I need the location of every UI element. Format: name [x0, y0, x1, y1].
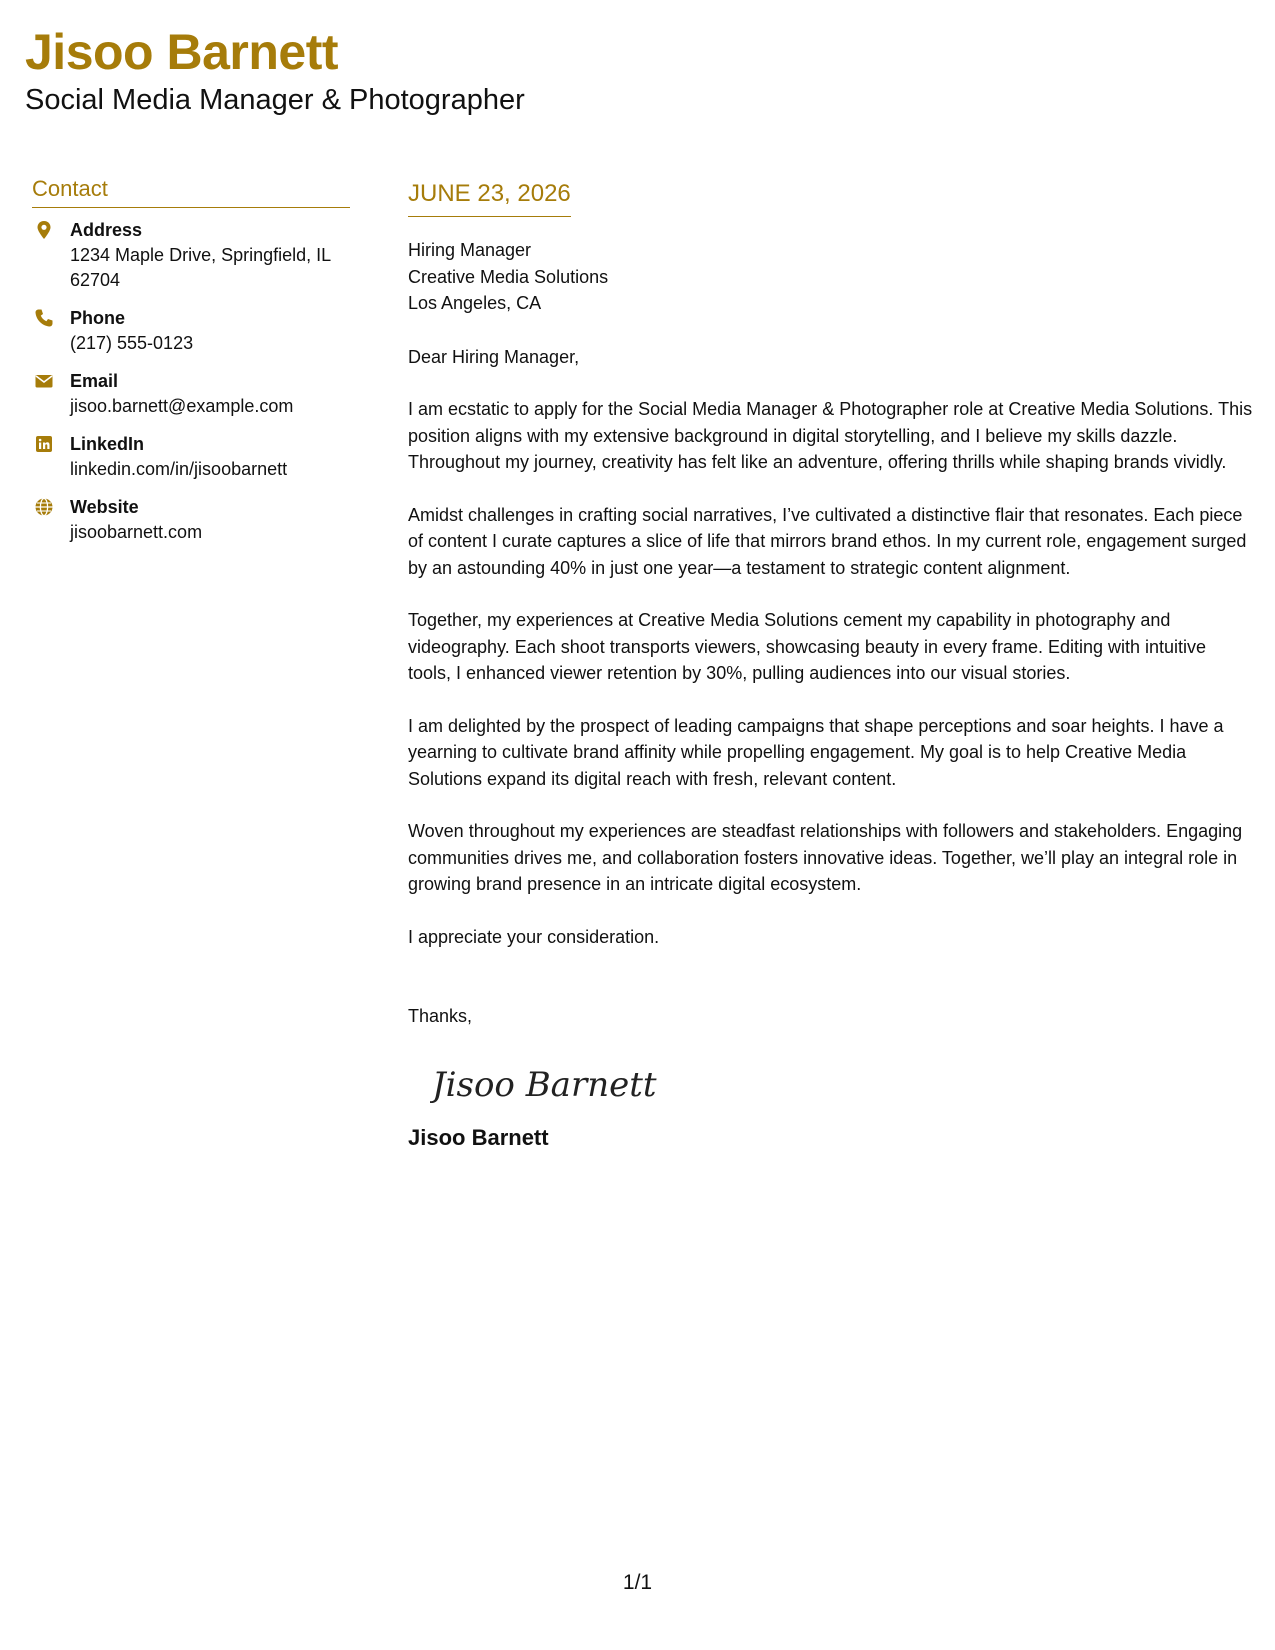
- contact-sidebar: [32, 175, 350, 558]
- letter-paragraph: I am delighted by the prospect of leading campaigns that shape perceptions and soar heights. I have a yearning to cultivate brand affinity while propelling engagement. My goal is to help Creative Media Solutions expand its digital reach with fresh, relevant content.: [408, 715, 1224, 789]
- address-line-1: 1234 Maple Drive, Springfield, IL: [70, 245, 332, 265]
- recipient-line: Hiring Manager: [408, 240, 532, 260]
- email-value: jisoo.barnett@example.com: [70, 396, 294, 416]
- letter-date: JUNE 23, 2026: [408, 178, 571, 217]
- signed-name: Jisoo Barnett: [408, 1124, 549, 1150]
- page-number: 1/1: [622, 1571, 653, 1594]
- linkedin-icon: [34, 434, 54, 454]
- contact-label: Address: [70, 220, 143, 240]
- map-pin-icon: [34, 220, 54, 240]
- signature: [430, 1052, 660, 1112]
- address-line-2: 62704: [70, 270, 121, 290]
- letter-paragraph: Together, my experiences at Creative Media Solutions cement my capability in photography and videography. Each shoot transports viewers, showcasing beauty in every frame. Editing with intuitive tools, I enhanced viewer retention by 30%, pulling audiences into our visual stories.: [408, 610, 1207, 683]
- greeting: Dear Hiring Manager,: [408, 346, 580, 367]
- website-value: jisoobarnett.com: [70, 522, 203, 542]
- closing: Thanks,: [408, 1006, 473, 1026]
- contact-label: Phone: [70, 308, 126, 328]
- recipient-line: Los Angeles, CA: [408, 293, 542, 313]
- envelope-icon: [34, 371, 54, 391]
- contact-label: LinkedIn: [70, 434, 145, 454]
- contact-website: [32, 495, 350, 545]
- contact-label: Email: [70, 371, 119, 391]
- candidate-role: Social Media Manager & Photographer: [25, 84, 525, 116]
- linkedin-value: linkedin.com/in/jisoobarnett: [70, 459, 288, 479]
- contact-linkedin: [32, 432, 350, 482]
- letter-paragraph: I appreciate your consideration.: [408, 926, 660, 947]
- contact-address: [32, 218, 350, 293]
- recipient-block: [408, 237, 1253, 317]
- contact-heading: Contact: [32, 175, 350, 208]
- contact-email: [32, 369, 350, 419]
- letter-paragraph: Amidst challenges in crafting social narratives, I’ve cultivated a distinctive flair that resonates. Each piece of content I curate captures a slice of life that mirrors brand ethos. In my current role, engagement surged by an astounding 40% in just one year—a testament to strategic content alignment.: [408, 504, 1247, 578]
- recipient-line: Creative Media Solutions: [408, 266, 609, 287]
- phone-value: (217) 555-0123: [70, 333, 194, 353]
- letter-body: [408, 178, 1253, 1152]
- contact-label: Website: [70, 497, 139, 517]
- candidate-name: Jisoo Barnett: [25, 24, 339, 80]
- contact-phone: [32, 306, 350, 356]
- letter-paragraph: Woven throughout my experiences are steadfast relationships with followers and stakeholders. Engaging communities drives me, and collaboration fosters innovative ideas. Together, we’ll play an integral role in growing brand presence in an intricate digital ecosystem.: [408, 821, 1243, 894]
- signature-text: Jisoo Barnett: [432, 1064, 657, 1105]
- phone-icon: [34, 308, 54, 328]
- globe-icon: [34, 497, 54, 517]
- letter-paragraph: I am ecstatic to apply for the Social Media Manager & Photographer role at Creative Media Solutions. This position aligns with my extensive background in digital storytelling, and I believe my skills dazzle. Throughout my journey, creativity has felt like an adventure, offering thrills while shaping brands vividly.: [408, 399, 1253, 472]
